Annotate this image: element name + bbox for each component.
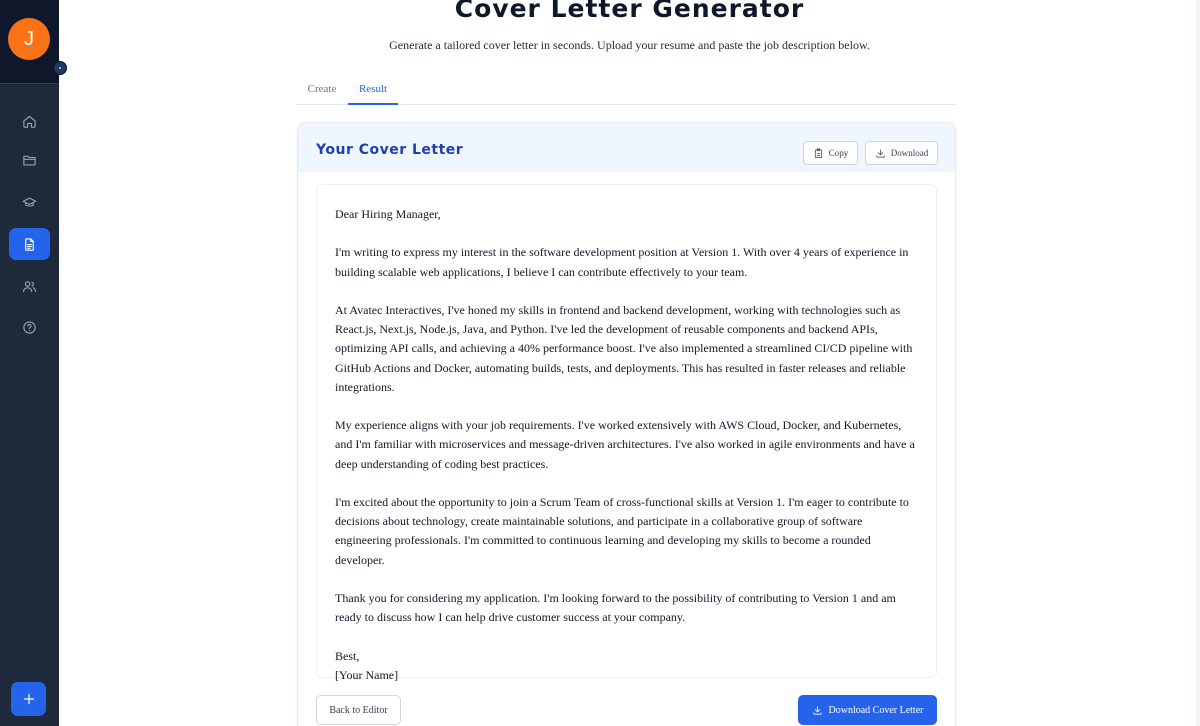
sidebar-item-cover-letter[interactable] [9, 228, 50, 260]
add-button[interactable] [11, 682, 46, 716]
cover-letter-text [335, 205, 920, 685]
tab-create[interactable]: Create [307, 83, 337, 95]
download-cover-letter-label: Download Cover Letter [828, 704, 924, 716]
download-icon [875, 148, 886, 159]
copy-button[interactable] [803, 141, 858, 165]
letter-paragraph: At Avatec Interactives, I've honed my skills in frontend and backend development, working with technologies such as React.js, Next.js, Node.js, Java, and Python. I've led the development of reusable components and backend APIs, optimizing API calls, and achieving a 40% performance boost. I've also implemented a streamlined CI/CD pipeline with GitHub Actions and Docker, automating builds, tests, and deployments. This has resulted in faster releases and reliable integrations. [335, 302, 913, 394]
letter-paragraph: Thank you for considering my application. I'm looking forward to the possibility of contributing to Version 1 and am ready to discuss how I can help drive customer success at your company. [335, 590, 896, 625]
page-subtitle: Generate a tailored cover letter in seconds. Upload your resume and paste the job description below. [389, 38, 870, 52]
sidebar-item-learning[interactable] [9, 186, 50, 218]
card-title: Your Cover Letter [316, 142, 464, 158]
sidebar [0, 0, 59, 726]
cover-letter-content[interactable] [316, 184, 937, 682]
clipboard-icon [813, 148, 824, 159]
avatar[interactable]: J [8, 18, 50, 60]
sidebar-header [0, 0, 59, 84]
folder-icon [22, 153, 37, 168]
document-icon [22, 237, 37, 252]
copy-button-label: Copy [828, 148, 849, 158]
graduation-cap-icon [22, 195, 37, 210]
letter-signature: [Your Name] [335, 667, 399, 682]
letter-paragraph: I'm writing to express my interest in the software development position at Version 1. With over 4 years of experience in building scalable web applications, I believe I can contribute effectively to your team. [335, 245, 909, 279]
letter-paragraph: My experience aligns with your job requirements. I've worked extensively with AWS Cloud, Docker, and Kubernetes, and I'm familiar with microservices and message-driven architectures. I've also worked in agile environments and have a deep understanding of coding best practices. [335, 418, 915, 471]
sidebar-item-home[interactable] [9, 105, 50, 137]
cover-letter-card [297, 122, 956, 726]
tab-bar [297, 82, 956, 105]
plus-icon [22, 692, 36, 706]
letter-closing: Best, [335, 648, 360, 663]
toggle-dot-icon [59, 67, 61, 69]
letter-paragraph: I'm excited about the opportunity to join a Scrum Team of cross-functional skills at Version 1. I'm eager to contribute to decisions about technology, create maintainable solutions, and participate in a collaborative group of software engineering professionals. I'm committed to continuous learning and developing my skills to become a rounded developer. [335, 494, 909, 567]
users-icon [22, 279, 37, 294]
download-button-label: Download [890, 148, 929, 158]
help-icon [22, 320, 37, 335]
home-icon [22, 114, 37, 129]
download-icon [812, 705, 823, 716]
scrollbar-track[interactable] [1196, 0, 1200, 726]
sidebar-item-files[interactable] [9, 144, 50, 176]
letter-greeting: Dear Hiring Manager, [335, 207, 441, 221]
download-button[interactable] [865, 141, 938, 165]
download-cover-letter-button[interactable] [798, 695, 937, 725]
sidebar-item-users[interactable] [9, 270, 50, 302]
sidebar-item-help[interactable] [9, 311, 50, 343]
sidebar-collapse-toggle[interactable] [53, 61, 67, 75]
tab-result[interactable]: Result [348, 82, 398, 105]
back-to-editor-button[interactable]: Back to Editor [316, 695, 401, 725]
page-title: Cover Letter Generator [454, 0, 805, 23]
card-header [298, 123, 956, 172]
